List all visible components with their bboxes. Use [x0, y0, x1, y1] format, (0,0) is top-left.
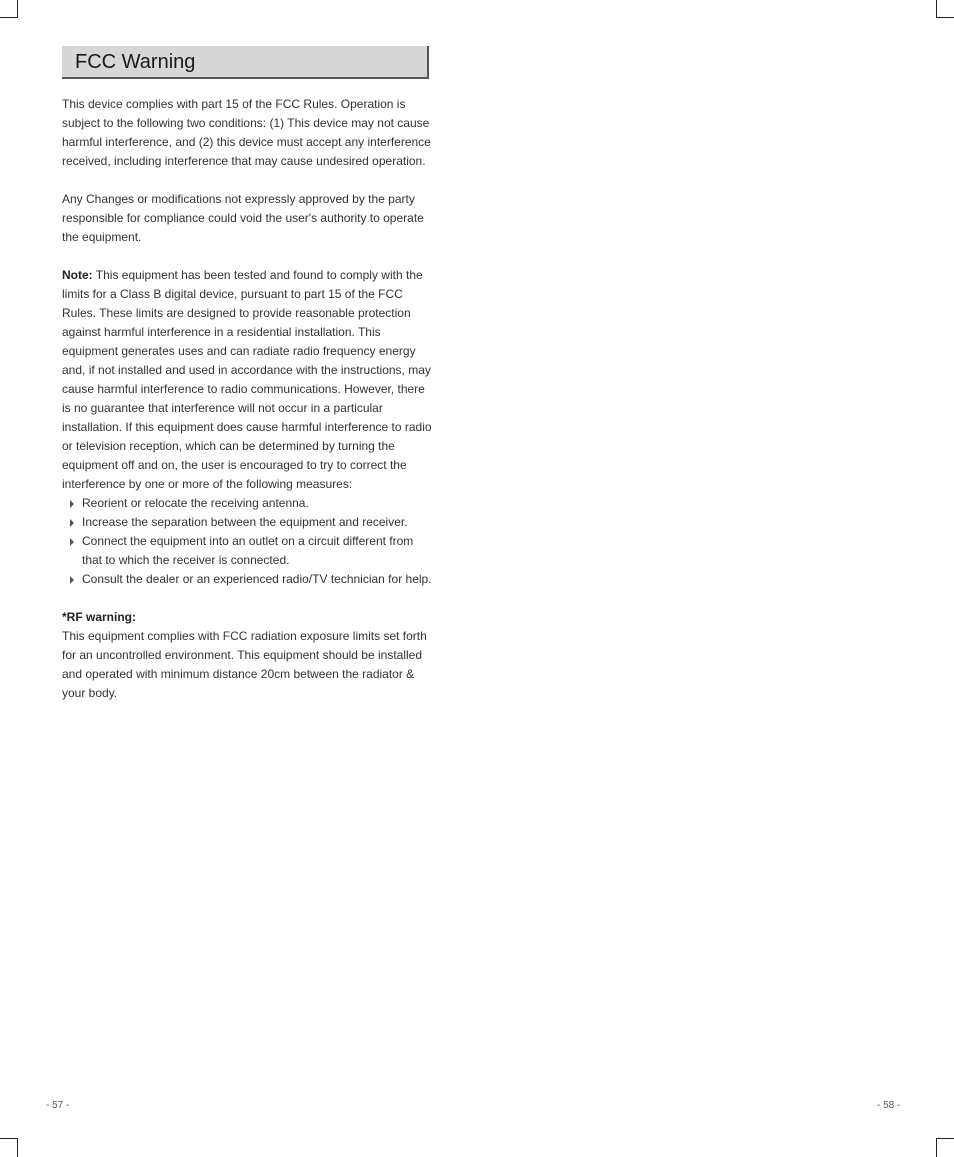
- note-label: Note:: [62, 268, 93, 282]
- modifications-paragraph: Any Changes or modifications not expressly approved by the party responsible for compliance could void the user's authority to operate the equipment.: [62, 192, 424, 244]
- section-title: FCC Warning: [75, 51, 196, 73]
- bullet-arrow-icon: [70, 538, 74, 546]
- crop-mark-top-right: [936, 0, 954, 18]
- compliance-paragraph: This device complies with part 15 of the FCC Rules. Operation is subject to the following two conditions: (1) This device may not cause harmful interference, and (2) this device must accept any interference received, including interference that may cause undesired operation.: [62, 97, 431, 168]
- section-title-bar: [62, 46, 429, 79]
- page-number-left: - 57 -: [46, 1100, 70, 1111]
- bullet-arrow-icon: [70, 500, 74, 508]
- measures-list: [62, 494, 434, 589]
- rf-warning-heading: *RF warning:: [62, 610, 136, 624]
- bullet-arrow-icon: [70, 519, 74, 527]
- page-number-right: - 58 -: [877, 1100, 901, 1111]
- bullet-arrow-icon: [70, 576, 74, 584]
- list-item: Connect the equipment into an outlet on a circuit different from that to which the receiver is connected.: [62, 532, 434, 570]
- list-item: Consult the dealer or an experienced radio/TV technician for help.: [62, 570, 434, 589]
- crop-mark-top-left: [0, 0, 18, 18]
- rf-warning-text: This equipment complies with FCC radiation exposure limits set forth for an uncontrolled environment. This equipment should be installed and operated with minimum distance 20cm between the radiator & your body.: [62, 629, 427, 700]
- crop-mark-bottom-left: [0, 1138, 18, 1157]
- note-paragraph: [62, 266, 434, 494]
- crop-mark-bottom-right: [936, 1138, 954, 1157]
- list-item: Reorient or relocate the receiving antenna.: [62, 494, 434, 513]
- note-text: This equipment has been tested and found to comply with the limits for a Class B digital device, pursuant to part 15 of the FCC Rules. These limits are designed to provide reasonable protection against harmful interference in a residential installation. This equipment generates uses and can radiate radio frequency energy and, if not installed and used in accordance with the instructions, may cause harmful interference to radio communications. However, there is no guarantee that interference will not occur in a particular installation. If this equipment does cause harmful interference to radio or television reception, which can be determined by turning the equipment off and on, the user is encouraged to try to correct the interference by one or more of the following measures:: [62, 268, 432, 491]
- content-column: [62, 95, 434, 722]
- list-item: Increase the separation between the equipment and receiver.: [62, 513, 434, 532]
